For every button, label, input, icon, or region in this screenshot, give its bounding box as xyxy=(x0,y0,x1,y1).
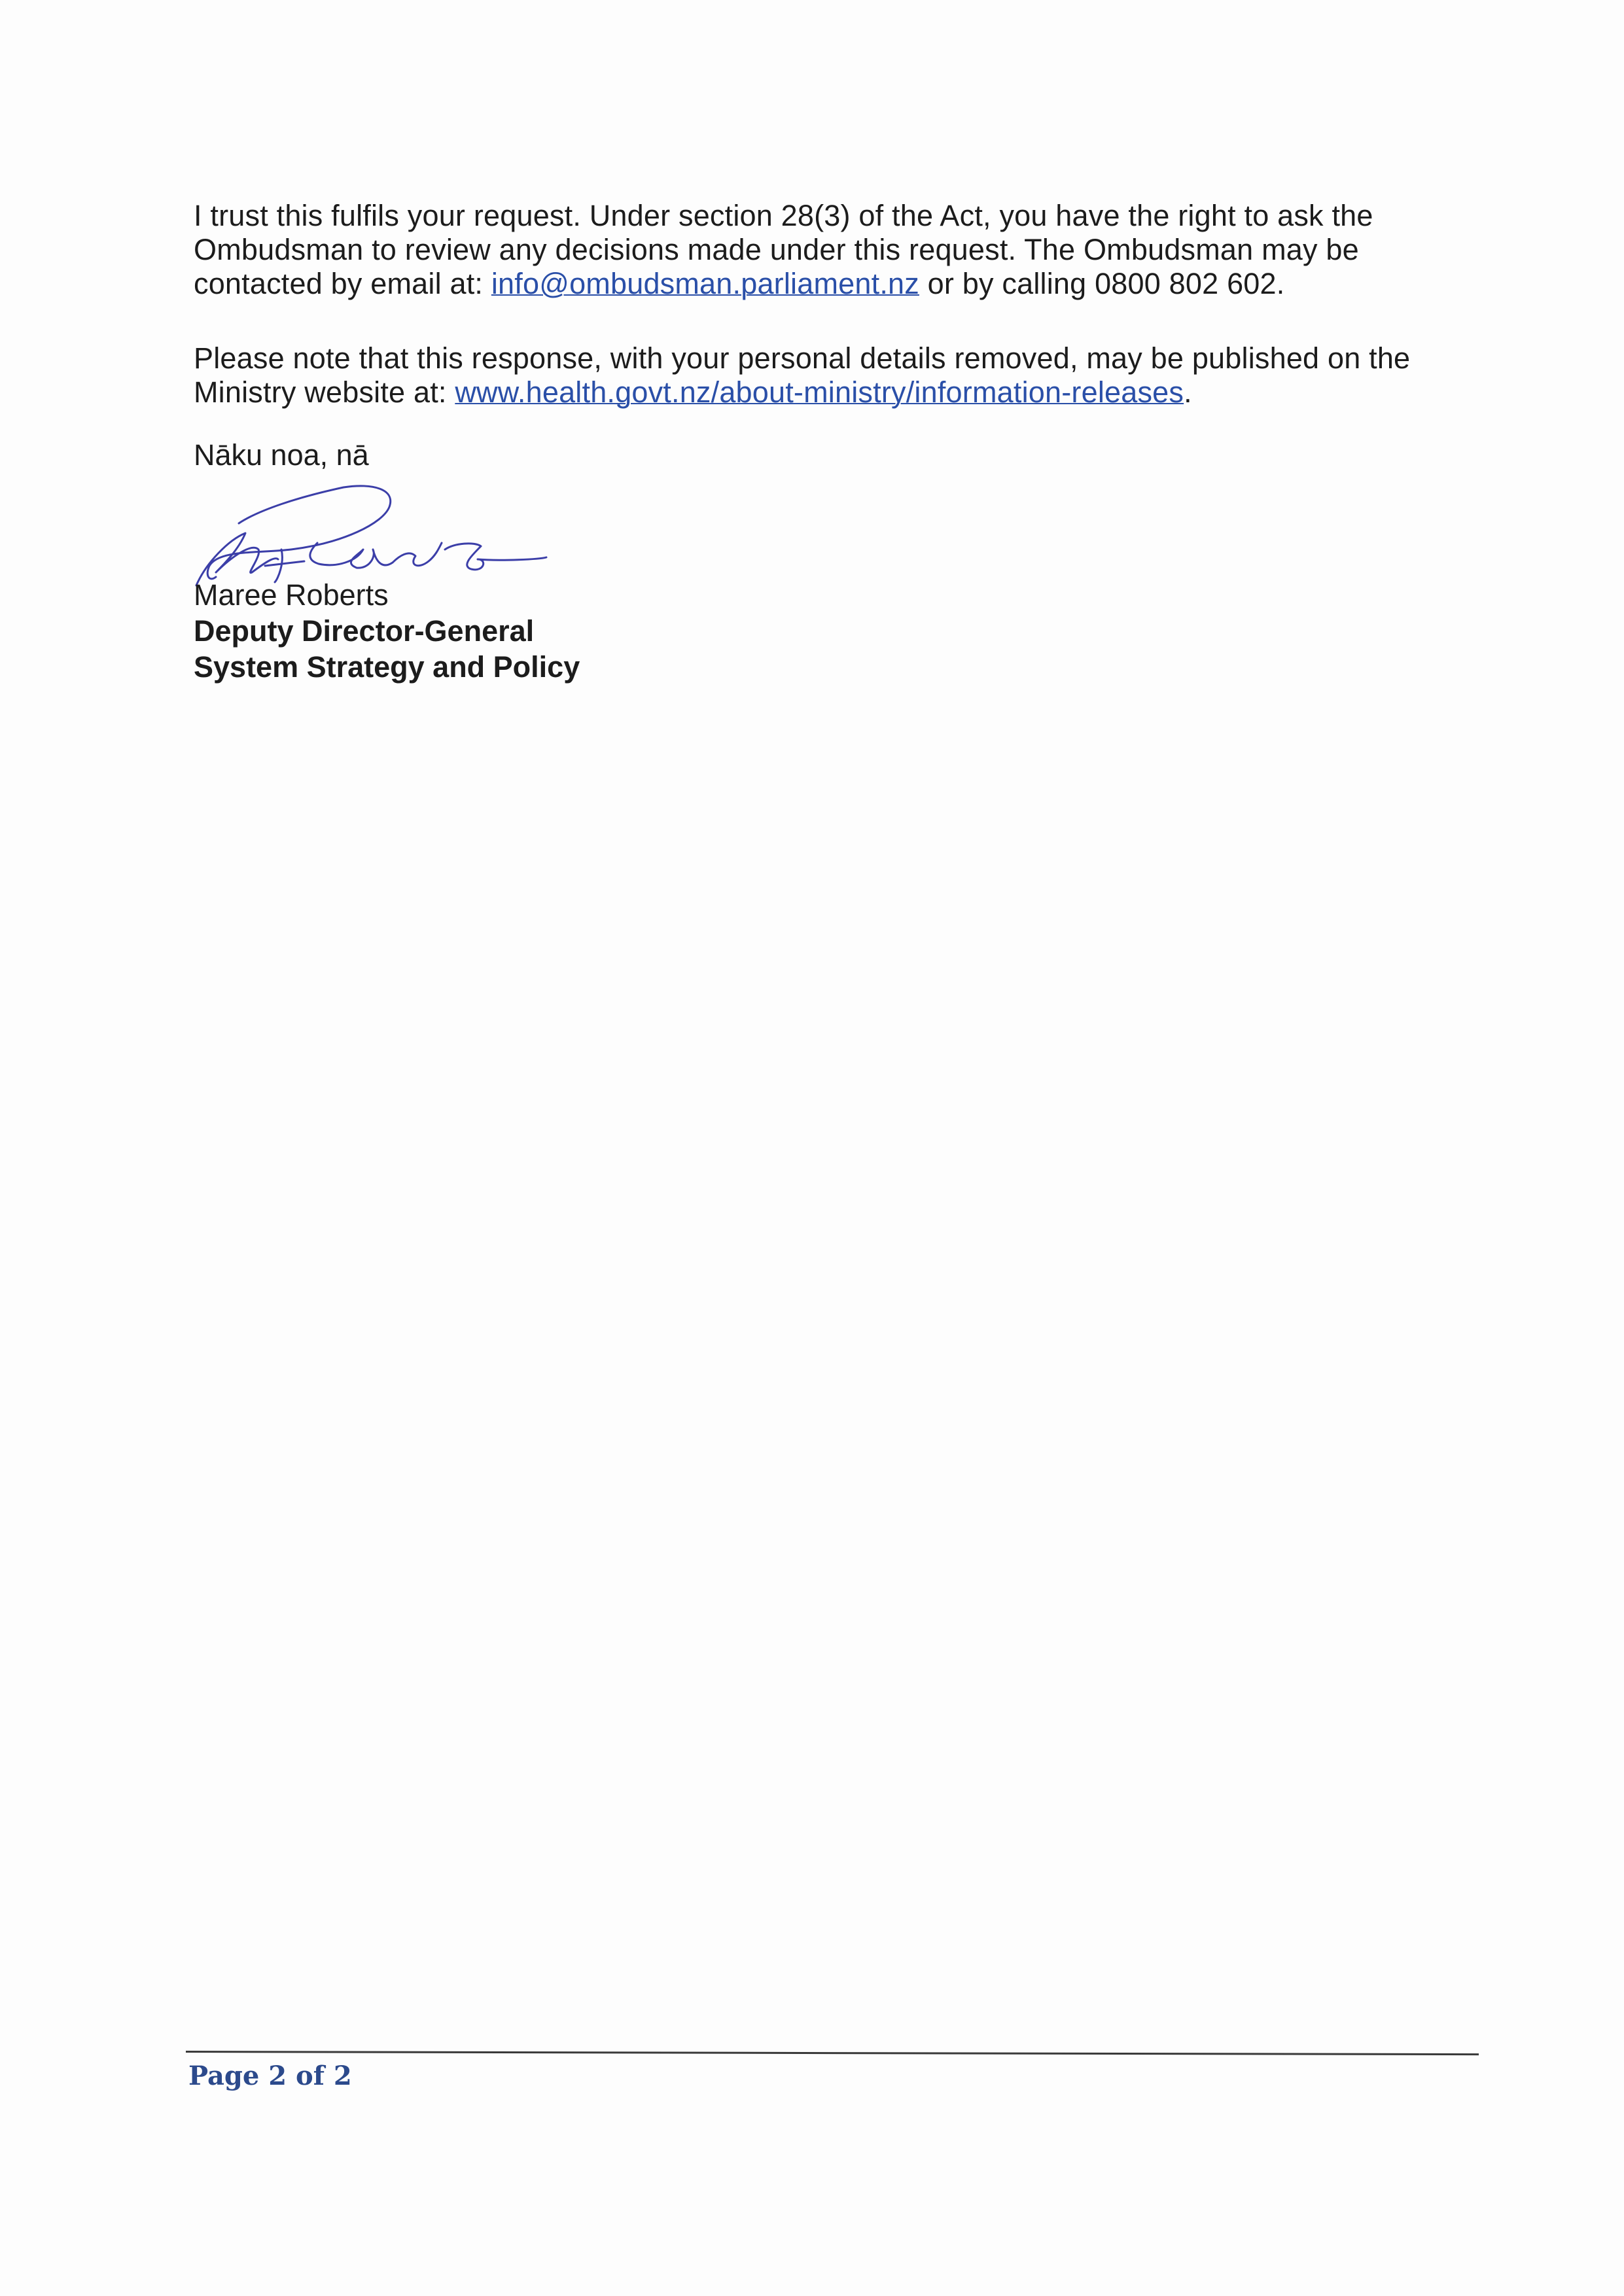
signatory-division: System Strategy and Policy xyxy=(194,650,580,684)
paragraph-line xyxy=(194,267,1483,301)
signature-block xyxy=(194,577,580,685)
paragraph-line xyxy=(194,375,1483,409)
publication-paragraph xyxy=(194,341,1483,409)
paragraph-text: Ministry website at: xyxy=(194,375,455,409)
paragraph-line: I trust this fulfils your request. Under section 28(3) of the Act, you have the right to ask the xyxy=(194,199,1373,232)
paragraph-text: . xyxy=(1184,375,1192,409)
paragraph-line: Ombudsman to review any decisions made under this request. The Ombudsman may be xyxy=(194,233,1359,266)
page-number: Page 2 of 2 xyxy=(188,2061,352,2091)
sign-off: Nāku noa, nā xyxy=(194,438,369,472)
paragraph-line: Please note that this response, with your personal details removed, may be published on the xyxy=(194,341,1411,375)
ministry-website-link[interactable]: www.health.govt.nz/about-ministry/information-releases xyxy=(455,375,1184,409)
footer-divider xyxy=(186,2051,1479,2055)
ombudsman-paragraph xyxy=(194,199,1483,301)
signatory-name: Maree Roberts xyxy=(194,578,389,612)
signatory-title: Deputy Director-General xyxy=(194,614,535,648)
paragraph-text: contacted by email at: xyxy=(194,267,491,300)
paragraph-text: or by calling 0800 802 602. xyxy=(919,267,1285,300)
ombudsman-email-link[interactable]: info@ombudsman.parliament.nz xyxy=(491,267,919,300)
